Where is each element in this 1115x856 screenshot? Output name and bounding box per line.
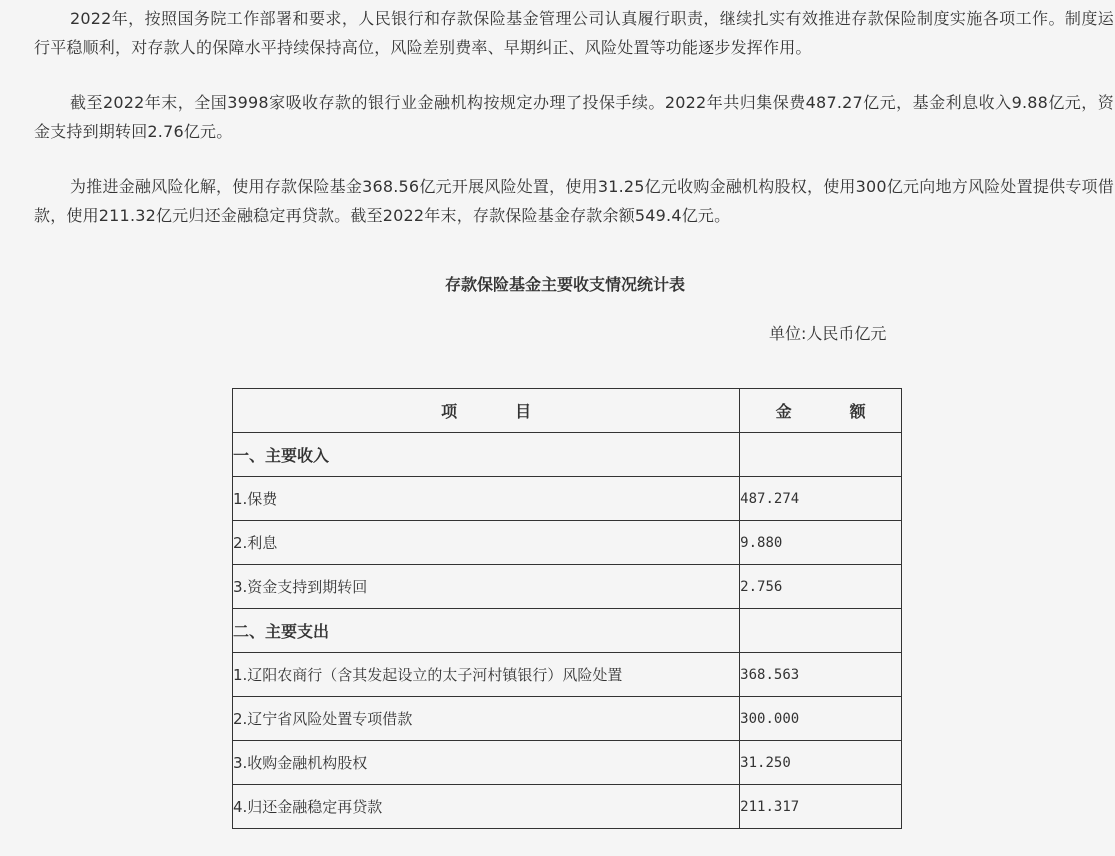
row-label: 1.保费: [233, 477, 740, 521]
header-amount-char-2: 额: [849, 402, 866, 421]
table-section-row: [233, 609, 902, 653]
header-item-char-1: 项: [441, 402, 458, 421]
table-row: [233, 741, 902, 785]
row-label: 4.归还金融稳定再贷款: [233, 785, 740, 829]
table-row: [233, 653, 902, 697]
row-amount: 2.756: [740, 565, 902, 609]
paragraph-intro: 2022年，按照国务院工作部署和要求，人民银行和存款保险基金管理公司认真履行职责，继续扎实有效推进存款保险制度实施各项工作。制度运行平稳顺利，对存款人的保障水平持续保持高位，风险差别费率、早期纠正、风险处置等功能逐步发挥作用。: [34, 9, 1114, 57]
header-amount-char-1: 金: [775, 402, 792, 421]
table-row: [233, 521, 902, 565]
table-section-row: [233, 433, 902, 477]
section-income-label: 一、主要收入: [233, 433, 740, 477]
table-title: 存款保险基金主要收支情况统计表: [444, 275, 685, 294]
header-item: [233, 389, 740, 433]
row-amount: 9.880: [740, 521, 902, 565]
header-item-char-2: 目: [515, 402, 532, 421]
row-label: 2.利息: [233, 521, 740, 565]
row-amount: 368.563: [740, 653, 902, 697]
row-label: 2.辽宁省风险处置专项借款: [233, 697, 740, 741]
row-amount: 31.250: [740, 741, 902, 785]
section-expense-label: 二、主要支出: [233, 609, 740, 653]
row-amount: 300.000: [740, 697, 902, 741]
row-amount: 211.317: [740, 785, 902, 829]
row-amount: 487.274: [740, 477, 902, 521]
table-row: [233, 785, 902, 829]
header-amount: [740, 389, 902, 433]
paragraph-risk-resolution: 为推进金融风险化解，使用存款保险基金368.56亿元开展风险处置，使用31.25亿元收购金融机构股权，使用300亿元向地方风险处置提供专项借款，使用211.32亿元归还金融稳定再贷款。截至2022年末，存款保险基金存款余额549.4亿元。: [34, 177, 1114, 225]
table-row: [233, 477, 902, 521]
paragraph-premiums: 截至2022年末，全国3998家吸收存款的银行业金融机构按规定办理了投保手续。2022年共归集保费487.27亿元，基金利息收入9.88亿元，资金支持到期转回2.76亿元。: [34, 93, 1114, 141]
table-header-row: [233, 389, 902, 433]
table-unit: 单位:人民币亿元: [769, 324, 887, 343]
row-label: 3.收购金融机构股权: [233, 741, 740, 785]
table-row: [233, 697, 902, 741]
fund-statistics-table: [232, 388, 902, 829]
table-row: [233, 565, 902, 609]
section-expense-amount: [740, 609, 902, 653]
section-income-amount: [740, 433, 902, 477]
row-label: 1.辽阳农商行（含其发起设立的太子河村镇银行）风险处置: [233, 653, 740, 697]
row-label: 3.资金支持到期转回: [233, 565, 740, 609]
